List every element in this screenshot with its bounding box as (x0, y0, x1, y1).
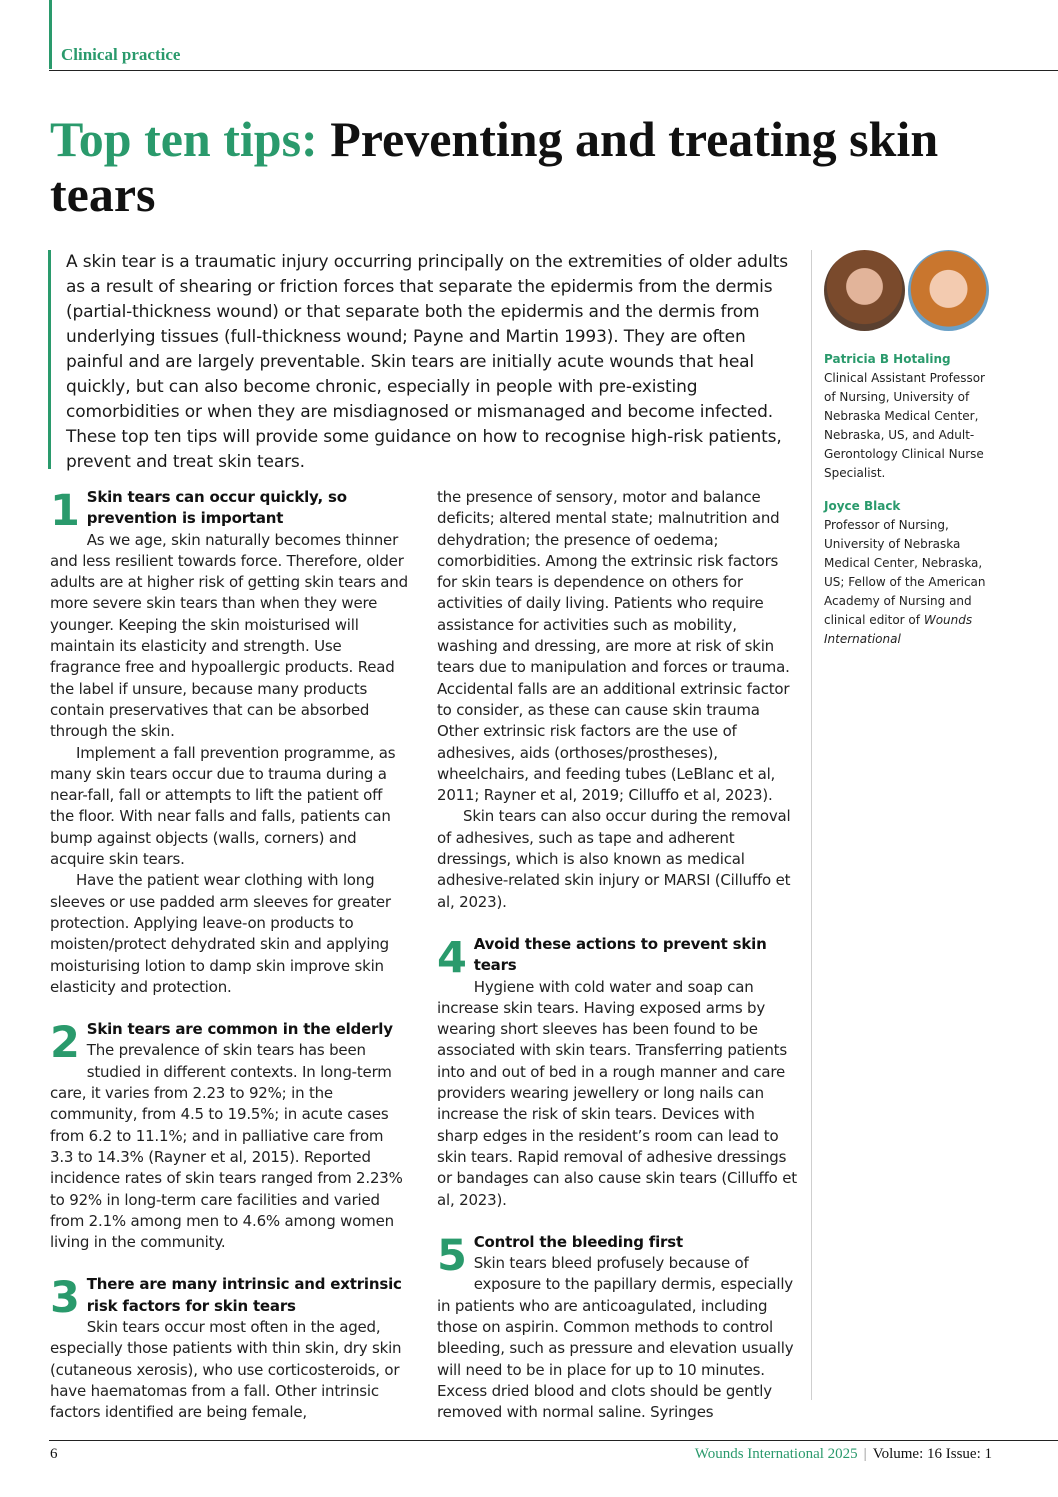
journal-name: Wounds International 2025 (694, 1446, 858, 1462)
author-card (824, 497, 999, 649)
paragraph: Skin tears can also occur during the removal of adhesives, such as tape and adherent dressings, which is also known as medical adhesive-related skin injury or MARSI (Cilluffo et al, 2023). (437, 807, 791, 911)
tip-3-continued (437, 487, 799, 913)
paragraph: Skin tears bleed profusely because of exposure to the papillary dermis, especially in patients who are anticoagulated, including those on aspirin. Common methods to control bleeding, such as pressure and elevation usually will need to be in place for up to 10 minutes. Excess dried blood and clots should be gently removed with normal saline. Syringes (437, 1254, 794, 1422)
author-card (824, 350, 999, 483)
tip-heading: Control the bleeding first (473, 1232, 683, 1251)
tip-number: 1 (50, 486, 80, 536)
tip-2 (50, 1019, 410, 1253)
header-divider (49, 70, 1058, 71)
tip-heading: Avoid these actions to prevent skin tears (473, 934, 767, 975)
tip-number: 4 (437, 932, 467, 983)
paragraph: Skin tears occur most often in the aged, especially those patients with thin skin, dry skin (cutaneous xerosis), who use corticosteroids, or have haematomas from a fall. Other intrinsic factors identified are being female, (50, 1317, 402, 1422)
tip-5 (437, 1232, 799, 1424)
author-name: Joyce Black (824, 499, 901, 513)
paragraph: Have the patient wear clothing with long sleeves or use padded arm sleeves for greater protection. Applying leave-on products to moisten/protect dehydrated skin and applying moisturising lotion to damp skin improve skin elasticity and protection. (50, 871, 391, 996)
tip-4 (437, 934, 799, 1211)
paragraph: As we age, skin naturally becomes thinner and less resilient towards force. Therefore, older adults are at higher risk of getting skin tears and more severe skin tears than when they were younger. Keeping the skin moisturised will maintain its elasticity and strength. Use fragrance free and hypoallergic products. Read the label if unsure, because many products contain preservatives that can be absorbed through the skin. (50, 530, 408, 741)
footer-divider (49, 1440, 1058, 1441)
abstract-accent-rule (48, 250, 51, 469)
author-name: Patricia B Hotaling (824, 352, 951, 366)
author-photo-hotaling (824, 250, 905, 331)
body-column-left (50, 487, 410, 1444)
title-kicker: Top ten tips: (50, 111, 318, 167)
header-accent-rule (49, 0, 52, 69)
section-label: Clinical practice (61, 45, 181, 64)
paragraph: Implement a fall prevention programme, as many skin tears occur due to trauma during a near-fall, fall or attempts to lift the patient off the floor. With near falls and falls, patients can bump against objects (walls, corners) and acquire skin tears. (50, 743, 396, 869)
tip-number: 2 (50, 1018, 80, 1069)
tip-heading: Skin tears are common in the elderly (86, 1020, 393, 1039)
tip-1 (50, 487, 410, 998)
tip-number: 5 (437, 1230, 467, 1281)
title-main: Preventing and treating skin tears (50, 111, 939, 222)
page-number: 6 (50, 1446, 58, 1462)
tip-number: 3 (50, 1273, 80, 1324)
abstract: A skin tear is a traumatic injury occurring principally on the extremities of older adults as a result of shearing or friction forces that separate the epidermis from the dermis (partial-thickness wound) or that separate both the epidermis and the dermis from underlying tissues (full-thickness wound; Payne and Martin 1993). They are often painful and are largely preventable. Skin tears are initially acute wounds that heal quickly, but can also become chronic, especially in people with pre-existing comorbidities or when they are misdiagnosed or mismanaged and become infected. These top ten tips will provide some guidance on how to recognise high-risk patients, prevent and treat skin tears. (66, 252, 789, 472)
article-title (50, 112, 950, 222)
paragraph: The prevalence of skin tears has been studied in different contexts. In long-term care, it varies from 2.23 to 92%; in the community, from 4.5 to 19.5%; in acute cases from 6.2 to 11.1%; and in palliative care from 3.3 to 14.3% (Rayner et al, 2015). Reported incidence rates of skin tears ranged from 2.23% to 92% in long-term care facilities and varied from 2.1% among men to 4.6% among women living in the community. (50, 1041, 403, 1252)
author-bio: Clinical Assistant Professor of Nursing, University of Nebraska Medical Center, Nebraska, US, and Adult-Gerontology Clinical Nurse Specialist. (824, 371, 985, 480)
author-photo-black (908, 250, 989, 331)
tip-3 (50, 1274, 410, 1423)
journal-issue: Volume: 16 Issue: 1 (872, 1446, 992, 1462)
tip-heading: There are many intrinsic and extrinsic risk factors for skin tears (86, 1275, 402, 1315)
journal-info: Wounds International 2025 | Volume: 16 Issue: 1 (694, 1446, 992, 1462)
paragraph: Hygiene with cold water and soap can increase skin tears. Having exposed arms by wearing short sleeves has been found to be associated with skin tears. Transferring patients into and out of bed in a rough manner and care providers wearing jewellery or long nails can increase the risk of skin tears. Devices with sharp edges in the resident’s room can lead to skin tears. Rapid removal of adhesive dressings or bandages can also cause skin tears (Cilluffo et al, 2023). (437, 977, 797, 1209)
body-column-right (437, 487, 799, 1444)
sidebar-divider (811, 250, 812, 1400)
tip-heading: Skin tears can occur quickly, so prevention is important (86, 488, 347, 528)
paragraph: the presence of sensory, motor and balance deficits; altered mental state; malnutrition and dehydration; the presence of oedema; comorbidities. Among the extrinsic risk factors for skin tears is dependence on others for activities of daily living. Patients who require assistance for activities such as mobility, washing and dressing, are more at risk of skin tears due to manipulation and forces or trauma. Accidental falls are an additional extrinsic factor to consider, as these can cause skin trauma Other extrinsic risk factors are the use of adhesives, aids (orthoses/prostheses), wheelchairs, and feeding tubes (LeBlanc et al, 2011; Rayner et al, 2019; Cilluffo et al, 2023). (437, 488, 790, 805)
author-bio: Professor of Nursing, University of Nebraska Medical Center, Nebraska, US; Fellow of the American Academy of Nursing and clinical editor of Wounds International (824, 518, 986, 646)
